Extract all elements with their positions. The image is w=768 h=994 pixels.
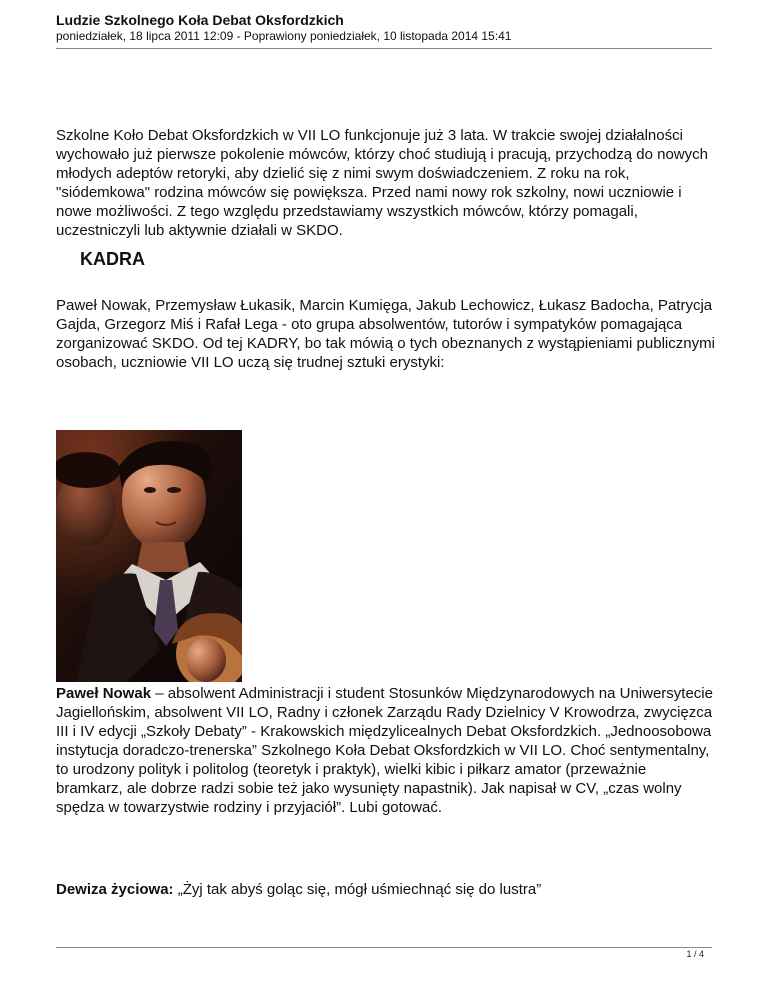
- motto-label: Dewiza życiowa:: [56, 881, 174, 898]
- footer-divider: [56, 947, 712, 948]
- page-number: 1 / 4: [686, 949, 704, 959]
- page-header: [56, 12, 712, 44]
- motto-paragraph: [56, 880, 716, 899]
- profile-paragraph: [56, 684, 716, 817]
- motto-text: „Żyj tak abyś goląc się, mógł uśmiechnąć się do lustra”: [173, 881, 542, 898]
- section-heading-kadra: KADRA: [80, 249, 145, 269]
- profile-bio: – absolwent Administracji i student Stosunków Międzynarodowych na Uniwersytecie Jagiellońskim, absolwent VII LO, Radny i członek Zarządu Rady Dzielnicy V Krowodrza, zwycięzca III i IV edycji „Szkoły Debaty” - Krakowskich międzylicealnych Debat Oksfordzkich. „Jednoosobowa instytucja doradczo-trenerska” Szkolnego Koła Debat Oksfordzkich w VII LO. Choć sentymentalny, to urodzony polityk i politolog (teoretyk i praktyk), wielki kibic i piłkarz amator (przeważnie bramkarz, ale dobrze radzi sobie też jako wysunięty napastnik). Jak napisał w CV, „czas wolny spędza w towarzystwie rodziny i przyjaciół”. Lubi gotować.: [56, 685, 713, 816]
- kadra-paragraph: Paweł Nowak, Przemysław Łukasik, Marcin Kumięga, Jakub Lechowicz, Łukasz Badocha, Patrycja Gajda, Grzegorz Miś i Rafał Lega - oto grupa absolwentów, tutorów i sympatyków pomagająca zorganizować SKDO. Od tej KADRY, bo tak mówią o tych obeznanych z wystąpieniami publicznymi osobach, uczniowie VII LO uczą się trudnej sztuki erystyki:: [56, 297, 715, 371]
- profile-photo: [56, 430, 242, 682]
- header-divider: [56, 48, 712, 49]
- document-title: Ludzie Szkolnego Koła Debat Oksfordzkich: [56, 12, 344, 28]
- intro-paragraph: Szkolne Koło Debat Oksfordzkich w VII LO funkcjonuje już 3 lata. W trakcie swojej działalności wychowało już pierwsze pokolenie mówców, którzy choć studiują i pracują, przychodzą do nowych młodych adeptów retoryki, aby dzielić się z nimi swym doświadczeniem. Z roku na rok, "siódemkowa" rodzina mówców się powiększa. Przed nami nowy rok szkolny, nowi uczniowie i nowe możliwości. Z tego względu przedstawiamy wszystkich mówców, którzy pomagali, uczestniczyli lub aktywnie działali w SKDO.: [56, 127, 708, 239]
- document-dates: poniedziałek, 18 lipca 2011 12:09 - Poprawiony poniedziałek, 10 listopada 2014 15:41: [56, 29, 512, 43]
- profile-name: Paweł Nowak: [56, 685, 152, 702]
